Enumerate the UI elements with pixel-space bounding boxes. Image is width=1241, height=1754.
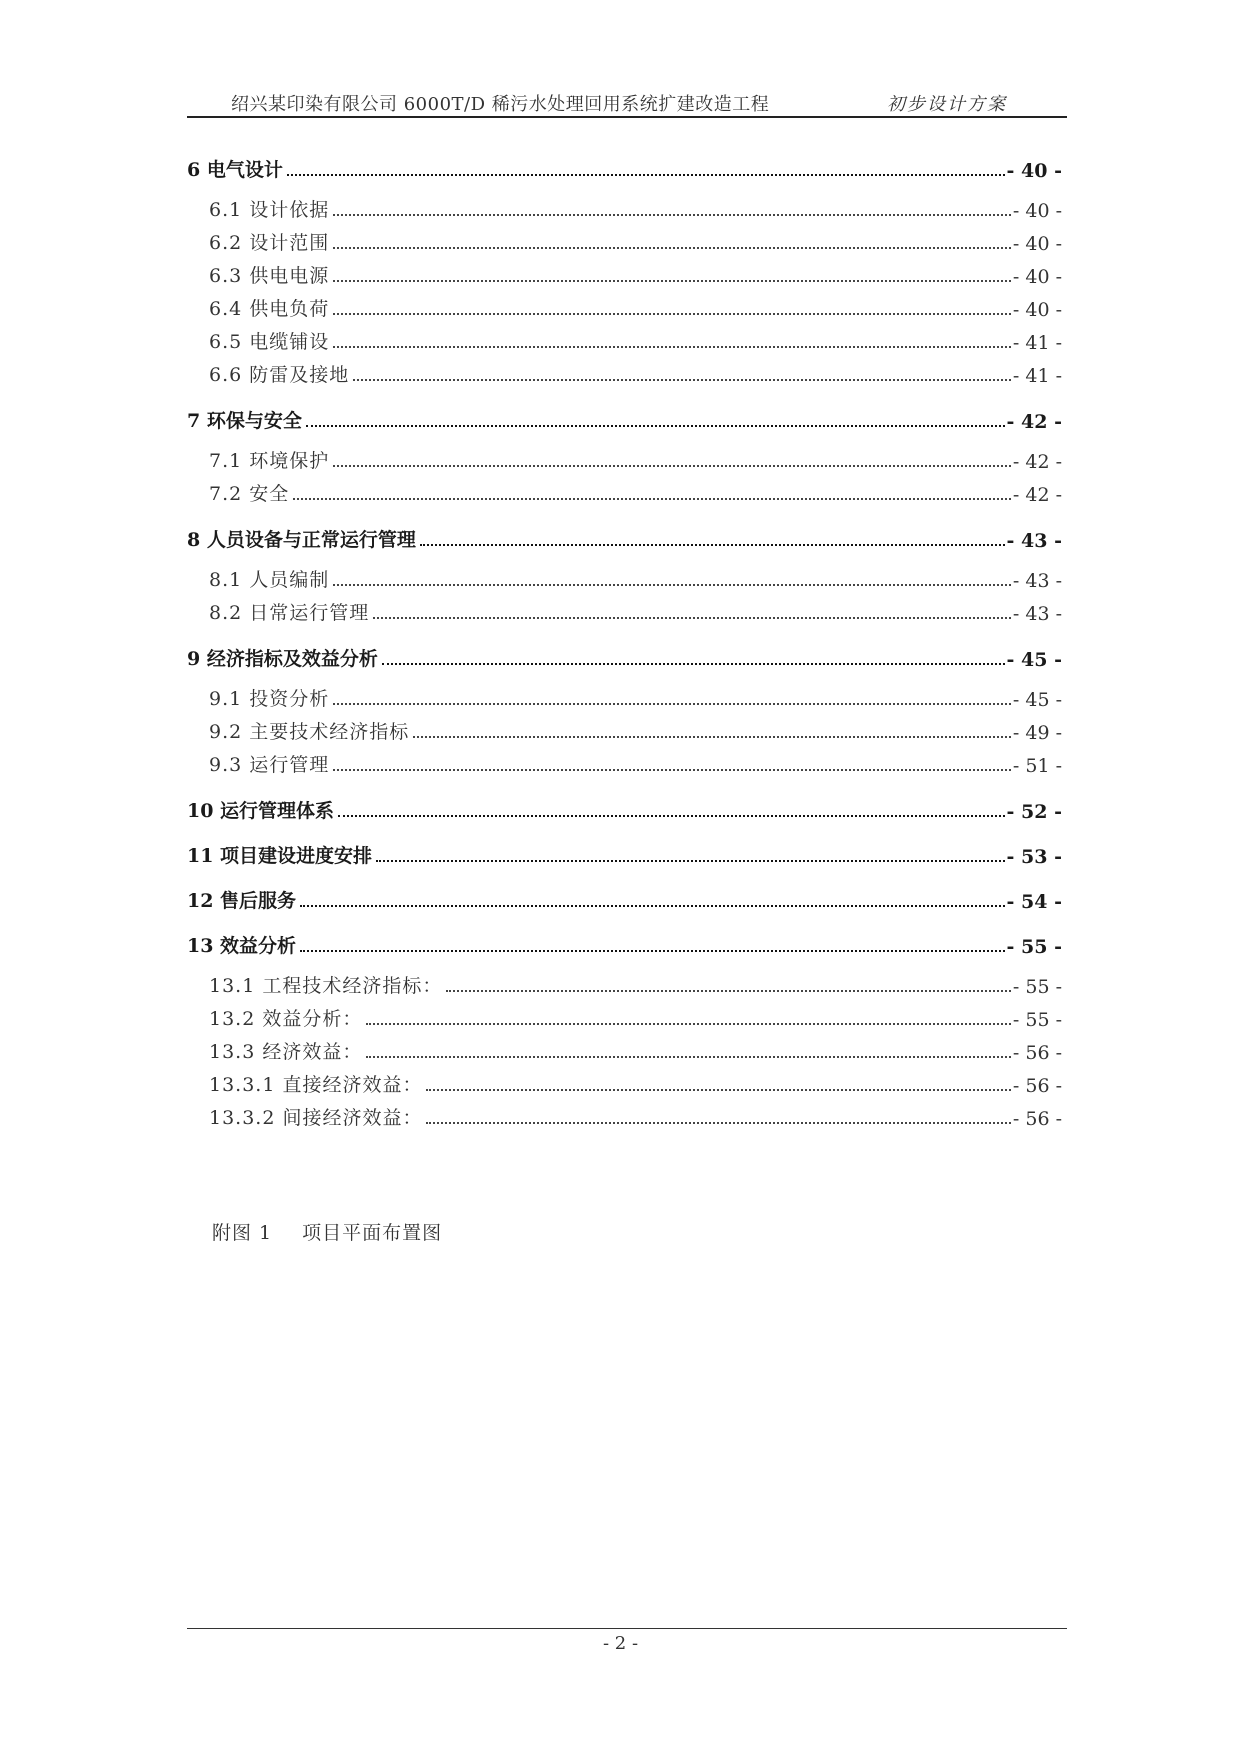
toc-leader-dots <box>420 544 1005 546</box>
toc-entry-page: - 56 - <box>1012 1075 1062 1097</box>
toc-leader-dots <box>293 498 1011 500</box>
toc-entry-title: 9.2 主要技术经济指标 <box>209 721 410 743</box>
toc-entry-title: 10 运行管理体系 <box>187 800 335 822</box>
toc-entry-page: - 51 - <box>1012 755 1062 777</box>
toc-entry[interactable] <box>187 190 1062 222</box>
toc-entry-title: 6.5 电缆铺设 <box>209 331 330 353</box>
toc-leader-dots <box>287 174 1005 176</box>
toc-entry[interactable] <box>187 639 1062 671</box>
toc-entry[interactable] <box>187 150 1062 182</box>
toc-entry[interactable] <box>187 1065 1062 1097</box>
toc-leader-dots <box>426 1122 1010 1124</box>
toc-entry[interactable] <box>187 791 1062 823</box>
toc-entry-page: - 45 - <box>1006 649 1062 671</box>
toc-leader-dots <box>333 769 1011 771</box>
toc-entry-title: 13.1 工程技术经济指标： <box>209 975 443 997</box>
toc-entry-title: 6.6 防雷及接地 <box>209 364 350 386</box>
toc-leader-dots <box>446 990 1011 992</box>
toc-entry-title: 13.3 经济效益： <box>209 1041 363 1063</box>
toc-leader-dots <box>373 617 1011 619</box>
appendix-figure-line <box>212 1218 442 1245</box>
toc-leader-dots <box>353 379 1011 381</box>
toc-leader-dots <box>333 346 1011 348</box>
toc-entry[interactable] <box>187 401 1062 433</box>
toc-entry-title: 7 环保与安全 <box>187 410 302 432</box>
toc-leader-dots <box>426 1089 1010 1091</box>
toc-entry-page: - 45 - <box>1012 689 1062 711</box>
toc-entry-title: 6.2 设计范围 <box>209 232 330 254</box>
toc-entry-page: - 43 - <box>1006 530 1062 552</box>
toc-entry-title: 9.1 投资分析 <box>209 688 330 710</box>
toc-entry-page: - 49 - <box>1012 722 1062 744</box>
toc-entry-title: 6.3 供电电源 <box>209 265 330 287</box>
toc-entry-title: 6.4 供电负荷 <box>209 298 330 320</box>
toc-entry-title: 9.3 运行管理 <box>209 754 330 776</box>
toc-entry[interactable] <box>187 966 1062 998</box>
toc-leader-dots <box>382 663 1005 665</box>
toc-leader-dots <box>333 584 1011 586</box>
toc-entry[interactable] <box>187 223 1062 255</box>
toc-leader-dots <box>306 425 1005 427</box>
footer-divider <box>187 1628 1067 1629</box>
toc-entry-page: - 43 - <box>1012 570 1062 592</box>
toc-entry[interactable] <box>187 520 1062 552</box>
toc-entry-page: - 42 - <box>1012 451 1062 473</box>
toc-entry-page: - 52 - <box>1006 801 1062 823</box>
toc-entry-page: - 40 - <box>1012 299 1062 321</box>
toc-leader-dots <box>333 465 1011 467</box>
toc-leader-dots <box>413 736 1011 738</box>
toc-entry-title: 9 经济指标及效益分析 <box>187 648 378 670</box>
toc-entry[interactable] <box>187 712 1062 744</box>
page-number: - 2 - <box>602 1633 639 1654</box>
toc-entry[interactable] <box>187 881 1062 913</box>
appendix-title: 项目平面布置图 <box>302 1222 443 1244</box>
toc-leader-dots <box>333 214 1011 216</box>
toc-entry[interactable] <box>187 289 1062 321</box>
toc-entry-title: 6 电气设计 <box>187 159 283 181</box>
toc-entry-title: 13 效益分析 <box>187 935 297 957</box>
toc-entry[interactable] <box>187 256 1062 288</box>
toc-entry-page: - 40 - <box>1012 233 1062 255</box>
toc-leader-dots <box>333 313 1011 315</box>
toc-entry-title: 8.1 人员编制 <box>209 569 330 591</box>
toc-entry-title: 7.1 环境保护 <box>209 450 330 472</box>
toc-entry-title: 13.3.1 直接经济效益： <box>209 1074 423 1096</box>
toc-entry-page: - 54 - <box>1006 891 1062 913</box>
toc-leader-dots <box>300 950 1004 952</box>
toc-entry[interactable] <box>187 1098 1062 1130</box>
toc-entry-title: 11 项目建设进度安排 <box>187 845 373 867</box>
page-header <box>187 80 1067 118</box>
toc-entry-title: 6.1 设计依据 <box>209 199 330 221</box>
header-document-title: 绍兴某印染有限公司 6000T/D 稀污水处理回用系统扩建改造工程 <box>231 94 770 115</box>
toc-entry-title: 7.2 安全 <box>209 483 290 505</box>
toc-entry-page: - 41 - <box>1012 365 1062 387</box>
toc-entry[interactable] <box>187 745 1062 777</box>
toc-entry[interactable] <box>187 1032 1062 1064</box>
toc-entry-page: - 43 - <box>1012 603 1062 625</box>
toc-entry-page: - 55 - <box>1012 1009 1062 1031</box>
toc-entry[interactable] <box>187 679 1062 711</box>
toc-leader-dots <box>366 1056 1011 1058</box>
toc-entry-title: 13.3.2 间接经济效益： <box>209 1107 423 1129</box>
toc-entry[interactable] <box>187 474 1062 506</box>
toc-entry[interactable] <box>187 926 1062 958</box>
toc-entry[interactable] <box>187 999 1062 1031</box>
toc-entry[interactable] <box>187 593 1062 625</box>
toc-leader-dots <box>300 905 1004 907</box>
toc-entry-page: - 42 - <box>1012 484 1062 506</box>
toc-leader-dots <box>338 815 1004 817</box>
toc-entry-page: - 41 - <box>1012 332 1062 354</box>
toc-leader-dots <box>333 247 1011 249</box>
toc-entry[interactable] <box>187 836 1062 868</box>
toc-entry-page: - 55 - <box>1006 936 1062 958</box>
toc-leader-dots <box>333 703 1011 705</box>
toc-leader-dots <box>366 1023 1011 1025</box>
toc-entry-page: - 40 - <box>1012 266 1062 288</box>
toc-entry-page: - 40 - <box>1012 200 1062 222</box>
toc-entry-title: 12 售后服务 <box>187 890 297 912</box>
toc-entry-page: - 56 - <box>1012 1042 1062 1064</box>
toc-entry[interactable] <box>187 441 1062 473</box>
toc-entry-page: - 55 - <box>1012 976 1062 998</box>
header-document-type: 初步设计方案 <box>887 94 1007 115</box>
toc-entry[interactable] <box>187 322 1062 354</box>
toc-entry-title: 8.2 日常运行管理 <box>209 602 370 624</box>
toc-entry-page: - 53 - <box>1006 846 1062 868</box>
toc-leader-dots <box>333 280 1011 282</box>
toc-entry[interactable] <box>187 560 1062 592</box>
toc-entry-title: 13.2 效益分析： <box>209 1008 363 1030</box>
toc-entry-page: - 40 - <box>1006 160 1062 182</box>
toc-entry-title: 8 人员设备与正常运行管理 <box>187 529 416 551</box>
toc-leader-dots <box>376 860 1004 862</box>
toc-entry[interactable] <box>187 355 1062 387</box>
toc-entry-page: - 56 - <box>1012 1108 1062 1130</box>
toc-entry-page: - 42 - <box>1006 411 1062 433</box>
appendix-label: 附图 1 <box>212 1222 273 1244</box>
